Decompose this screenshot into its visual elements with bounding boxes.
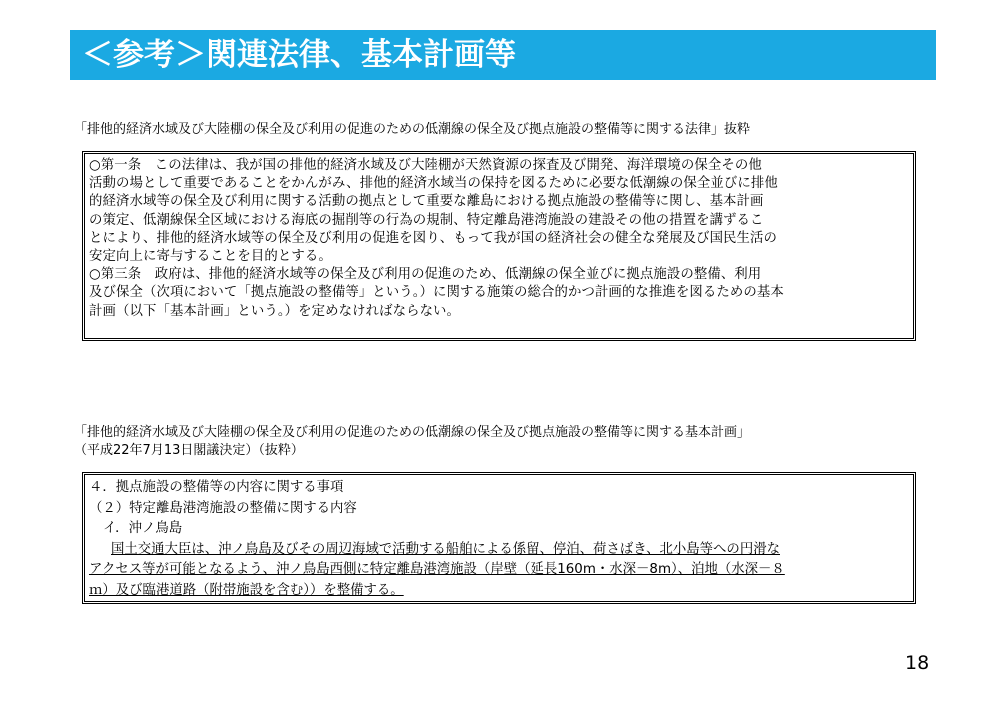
law-text-line: 的経済水域等の保全及び利用に関する活動の拠点として重要な離島における拠点施設の整備等に関し、基本計画 [89, 194, 764, 210]
plan-caption-date: （平成22年7月13日閣議決定）（抜粋） [74, 443, 304, 458]
plan-excerpt-box [82, 472, 916, 604]
law-caption: 「排他的経済水域及び大陸棚の保全及び利用の促進のための低潮線の保全及び拠点施設の整備等に関する法律」抜粋 [74, 122, 751, 137]
plan-caption: 「排他的経済水域及び大陸棚の保全及び利用の促進のための低潮線の保全及び拠点施設の整備等に関する基本計画」 [74, 425, 751, 440]
page-title: ＜参考＞関連法律、基本計画等 [82, 37, 516, 73]
page-number: 18 [905, 652, 930, 674]
plan-body-line: ｍ）及び臨港道路（附帯施設を含む））を整備する。 [89, 582, 404, 598]
law-text-line: ○第一条 この法律は、我が国の排他的経済水域及び大陸棚が天然資源の探査及び開発、海洋環境の保全その他 [89, 158, 762, 173]
law-text-line: とにより、排他的経済水域等の保全及び利用の促進を図り、もって我が国の経済社会の健全な発展及び国民生活の [89, 230, 778, 246]
plan-body-line: アクセス等が可能となるよう、沖ノ鳥島西側に特定離島港湾施設（岸壁（延長160m・水深－8m）、泊地（水深－８ [89, 562, 785, 577]
title-bar [70, 30, 936, 80]
law-excerpt-box [82, 151, 916, 341]
law-text-line: ○第三条 政府は、排他的経済水域等の保全及び利用の促進のため、低潮線の保全並びに拠点施設の整備、利用 [89, 267, 762, 283]
plan-heading-1: ４．拠点施設の整備等の内容に関する事項 [89, 480, 344, 495]
law-text-line: 安定向上に寄与することを目的とする。 [89, 249, 332, 265]
law-text-line: 計画（以下「基本計画」という。）を定めなければならない。 [89, 303, 461, 319]
plan-heading-2: （２）特定離島港湾施設の整備に関する内容 [89, 500, 357, 516]
law-text-line: 活動の場として重要であることをかんがみ、排他的経済水域当の保持を図るために必要な低潮線の保全並びに排他 [89, 176, 778, 192]
law-text-line: 及び保全（次項において「拠点施設の整備等」という。）に関する施策の総合的かつ計画的な推進を図るための基本 [89, 285, 784, 301]
plan-body-line: 国土交通大臣は、沖ノ鳥島及びその周辺海域で活動する船舶による係留、停泊、荷さばき、北小島等への円滑な [111, 541, 780, 557]
plan-heading-3: イ．沖ノ鳥島 [103, 521, 183, 536]
law-text-line: の策定、低潮線保全区域における海底の掘削等の行為の規制、特定離島港湾施設の建設その他の措置を講ずるこ [89, 212, 764, 228]
